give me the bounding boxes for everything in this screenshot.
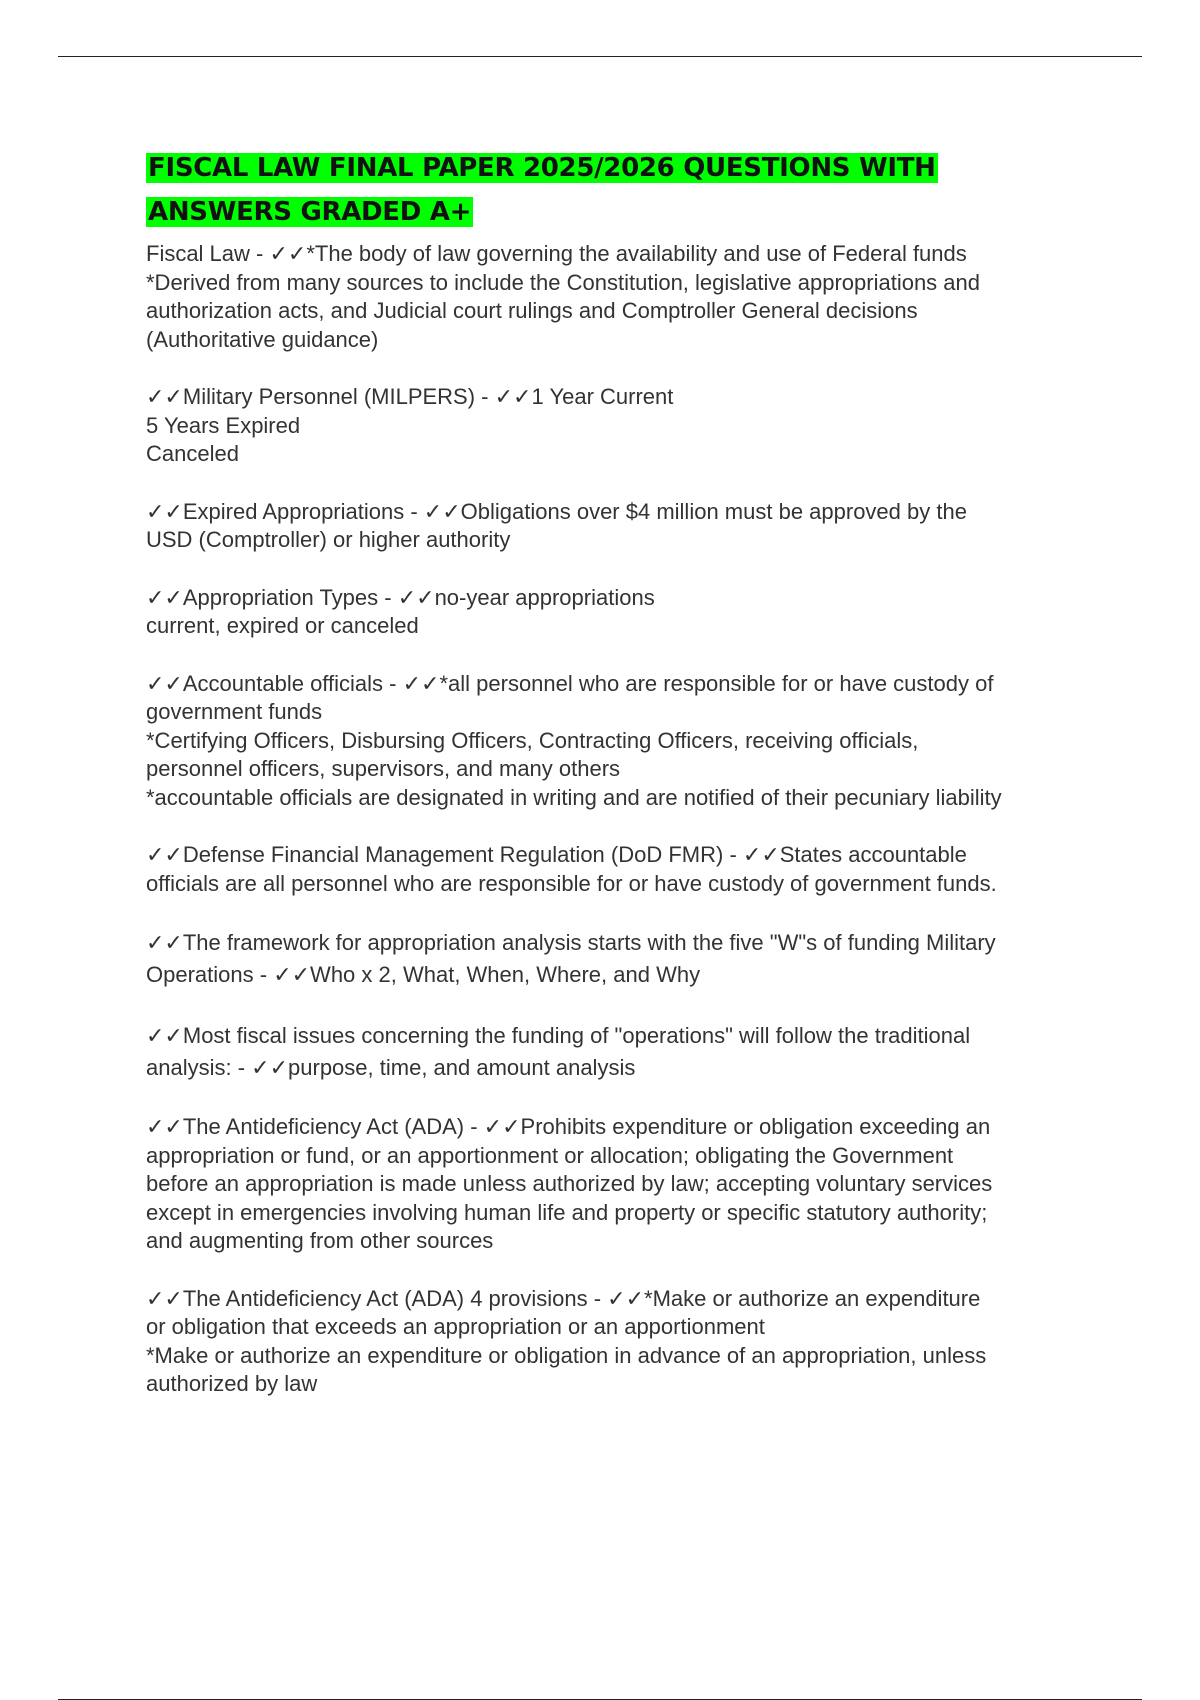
entry-term-line: ✓✓Most fiscal issues concerning the funding of "operations" will follow the traditional: [146, 1023, 971, 1048]
qa-list: [146, 240, 1096, 1399]
entry-line: *accountable officials are designated in writing and are notified of their pecuniary liability: [146, 784, 1002, 810]
qa-entry: [146, 1020, 1096, 1084]
entry-answer: ✓✓Obligations over $4 million must be approved by the: [423, 498, 967, 524]
entry-separator: -: [253, 962, 274, 987]
entry-term: ✓✓Accountable officials: [146, 670, 384, 696]
qa-entry: [146, 1285, 1096, 1399]
entry-line: *Derived from many sources to include the Constitution, legislative appropriations and: [146, 269, 980, 295]
title-line-1: FISCAL LAW FINAL PAPER 2025/2026 QUESTIONS WITH: [148, 153, 936, 183]
document-title: [146, 146, 1096, 234]
entry-answer: ✓✓no-year appropriations: [397, 584, 655, 610]
document-body: [146, 146, 1096, 1428]
entry-line: *Make or authorize an expenditure or obligation in advance of an appropriation, unless: [146, 1342, 987, 1368]
entry-first-line: [146, 841, 1096, 870]
entry-answer: ✓✓*The body of law governing the availability and use of Federal funds: [269, 241, 967, 266]
entry-line: *Certifying Officers, Disbursing Officers, Contracting Officers, receiving officials,: [146, 727, 919, 753]
entry-first-line: [146, 1052, 1096, 1084]
entry-term-continued: analysis:: [146, 1055, 232, 1080]
entry-separator: -: [231, 1055, 252, 1080]
entry-first-line: [146, 959, 1096, 991]
entry-line: authorization acts, and Judicial court rulings and Comptroller General decisions: [146, 298, 918, 323]
entry-first-line: [146, 1113, 1096, 1142]
entry-answer: ✓✓Who x 2, What, When, Where, and Why: [273, 962, 701, 987]
entry-term-continued: Operations: [146, 962, 254, 987]
qa-entry: [146, 670, 1096, 813]
entry-answer: ✓✓*all personnel who are responsible for or have custody of: [402, 670, 994, 696]
entry-term: ✓✓Defense Financial Management Regulation (DoD FMR): [146, 842, 724, 867]
entry-term: ✓✓The Antideficiency Act (ADA) 4 provisions: [146, 1285, 588, 1311]
entry-separator: -: [383, 670, 403, 696]
entry-separator: -: [475, 384, 495, 409]
entry-answer: ✓✓1 Year Current: [494, 384, 674, 409]
entry-first-line: [146, 670, 1096, 699]
entry-term-line: ✓✓The framework for appropriation analysis starts with the five "W"s of funding Military: [146, 930, 996, 955]
entry-line: personnel officers, supervisors, and many others: [146, 756, 621, 781]
qa-entry: [146, 841, 1096, 898]
entry-term: ✓✓Appropriation Types: [146, 584, 379, 610]
header-rule: [58, 56, 1142, 57]
entry-term: ✓✓Military Personnel (MILPERS): [146, 384, 476, 409]
entry-line: and augmenting from other sources: [146, 1228, 494, 1253]
qa-entry: [146, 927, 1096, 991]
entry-separator: -: [587, 1285, 608, 1311]
entry-line: Canceled: [146, 441, 239, 466]
entry-separator: -: [464, 1114, 484, 1139]
entry-line: authorized by law: [146, 1371, 318, 1396]
entry-first-line: [146, 498, 1096, 527]
entry-line: except in emergencies involving human life and property or specific statutory authority;: [146, 1199, 988, 1225]
qa-entry: [146, 584, 1096, 641]
entry-line: current, expired or canceled: [146, 613, 419, 638]
entry-line: government funds: [146, 699, 323, 724]
entry-line: or obligation that exceeds an appropriation or an apportionment: [146, 1314, 765, 1339]
entry-term: Fiscal Law: [146, 241, 250, 266]
qa-entry: [146, 498, 1096, 555]
entry-line: USD (Comptroller) or higher authority: [146, 527, 511, 552]
entry-term: ✓✓Expired Appropriations: [146, 498, 405, 524]
entry-first-line: [146, 1285, 1096, 1314]
entry-answer: ✓✓*Make or authorize an expenditure: [607, 1285, 981, 1311]
entry-line: appropriation or fund, or an apportionment or allocation; obligating the Government: [146, 1142, 954, 1168]
entry-first-line: [146, 240, 1096, 269]
qa-entry: [146, 240, 1096, 354]
entry-first-line: [146, 584, 1096, 613]
entry-line: (Authoritative guidance): [146, 326, 379, 352]
entry-separator: -: [378, 584, 398, 610]
title-line-2: ANSWERS GRADED A+: [148, 197, 472, 227]
qa-entry: [146, 1113, 1096, 1256]
entry-line: 5 Years Expired: [146, 412, 301, 438]
entry-answer: ✓✓Prohibits expenditure or obligation exceeding an: [483, 1114, 991, 1139]
entry-line: before an appropriation is made unless authorized by law; accepting voluntary services: [146, 1171, 993, 1196]
entry-first-line: [146, 383, 1096, 412]
entry-separator: -: [249, 241, 270, 266]
entry-answer: ✓✓States accountable: [742, 842, 967, 867]
entry-line: officials are all personnel who are responsible for or have custody of government funds.: [146, 870, 997, 896]
qa-entry: [146, 383, 1096, 469]
entry-separator: -: [404, 498, 424, 524]
entry-separator: -: [723, 842, 743, 867]
entry-term: ✓✓The Antideficiency Act (ADA): [146, 1114, 465, 1139]
entry-answer: ✓✓purpose, time, and amount analysis: [251, 1055, 636, 1080]
